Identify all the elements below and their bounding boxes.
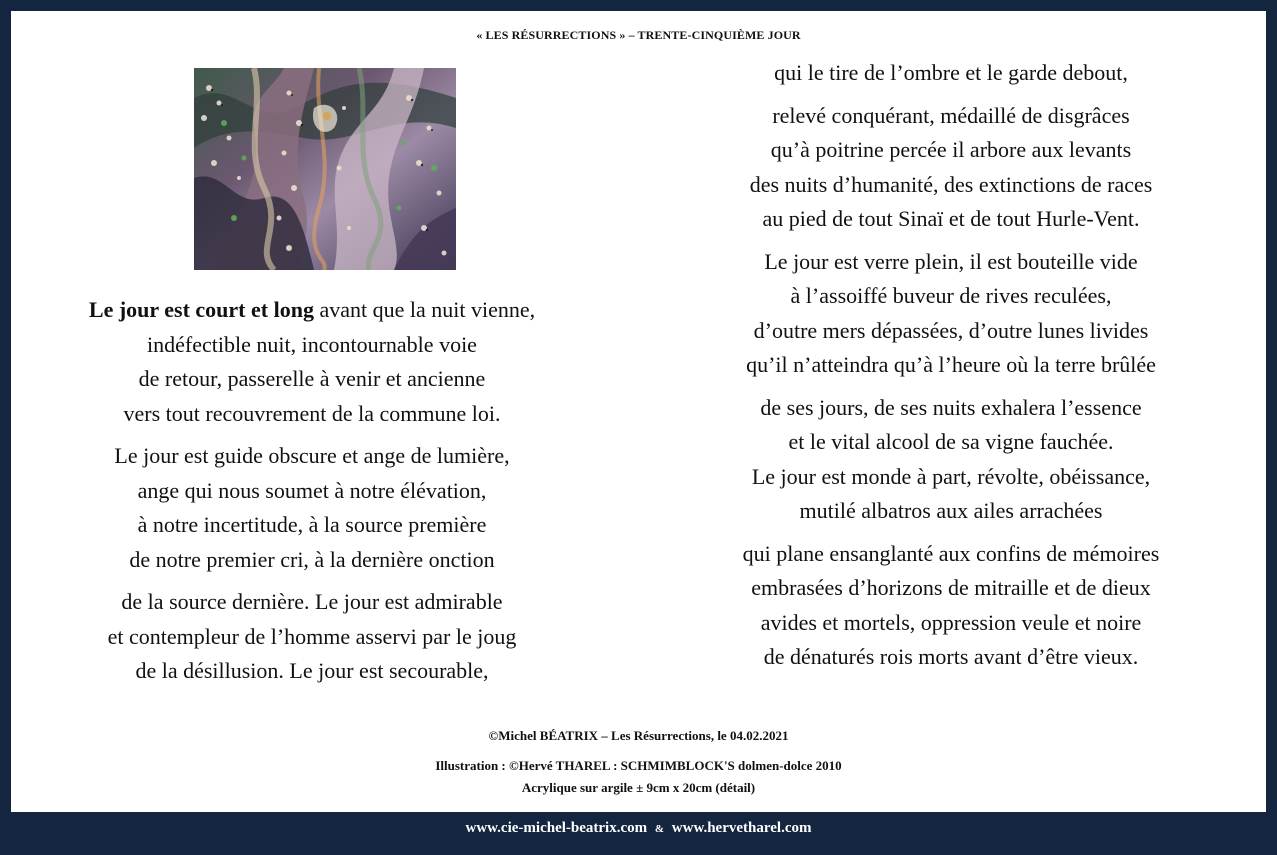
poem-line: et contempleur de l’homme asservi par le joug [107, 623, 517, 649]
poem-line: qu’il n’atteindra qu’à l’heure où la terre brûlée [746, 352, 1156, 377]
poem-line: indéfectible nuit, incontournable voie [147, 331, 477, 357]
poem-right-column [691, 56, 1211, 683]
poem-line: qu’à poitrine percée il arbore aux levants [770, 137, 1132, 162]
poem-line: au pied de tout Sinaï et de tout Hurle-Vent. [762, 206, 1140, 231]
poem-lead-phrase: Le jour est court et long [88, 297, 314, 322]
stanza [691, 245, 1211, 383]
poem-line [29, 293, 595, 328]
poem-line: de ses jours, de ses nuits exhalera l’essence [760, 394, 1142, 420]
poem-line: vers tout recouvrement de la commune loi. [123, 400, 501, 426]
medium-credit: Acrylique sur argile ± 9cm x 20cm (détail) [521, 780, 756, 795]
poem-line: qui le tire de l’ombre et le garde debout, [774, 60, 1128, 85]
poem-line: d’outre mers dépassées, d’outre lunes livides [753, 317, 1149, 343]
stanza [29, 293, 595, 431]
stanza [29, 439, 595, 577]
poem-line: mutilé albatros aux ailes arrachées [799, 498, 1103, 523]
poem-line: et le vital alcool de sa vigne fauchée. [788, 429, 1114, 454]
poem-line: de dénaturés rois morts avant d’être vieux. [763, 644, 1139, 669]
poem-line: de la désillusion. Le jour est secourable, [135, 658, 489, 683]
poem-line: ange qui nous soumet à notre élévation, [137, 477, 487, 503]
abstract-painting-image [194, 68, 456, 270]
website-link-michel-beatrix[interactable]: www.cie-michel-beatrix.com [465, 820, 648, 836]
poem-line: relevé conquérant, médaillé de disgrâces [772, 102, 1130, 128]
poem-line: avides et mortels, oppression veule et noire [760, 609, 1142, 635]
website-link-herve-tharel[interactable]: www.hervetharel.com [671, 820, 812, 836]
poem-line: de notre premier cri, à la dernière onction [129, 546, 495, 572]
stanza [691, 56, 1211, 91]
stanza [29, 585, 595, 689]
poem-line: embrasées d’horizons de mitraille et de dieux [751, 575, 1151, 600]
stanza [691, 537, 1211, 675]
footer-links [0, 820, 1277, 837]
stanza [691, 99, 1211, 237]
poem-sheet [11, 11, 1266, 812]
poem-line: Le jour est monde à part, révolte, obéissance, [751, 463, 1151, 489]
poem-line: à notre incertitude, à la source première [137, 512, 487, 537]
footer-separator: & [654, 823, 665, 835]
page-header: « LES RÉSURRECTIONS » – TRENTE-CINQUIÈME JOUR [476, 28, 801, 42]
poem-line: à l’assoiffé buveur de rives reculées, [790, 283, 1112, 308]
poem-line: Le jour est guide obscure et ange de lumière, [114, 443, 510, 468]
poem-left-column [29, 293, 595, 697]
illustration-image [194, 68, 456, 270]
stanza [691, 391, 1211, 529]
copyright-credit: ©Michel BÉATRIX – Les Résurrections, le 04.02.2021 [488, 728, 789, 743]
poem-line: de retour, passerelle à venir et ancienne [138, 366, 486, 391]
poem-line: de la source dernière. Le jour est admirable [121, 589, 503, 614]
poem-line: Le jour est verre plein, il est bouteille vide [764, 248, 1138, 274]
poem-line: des nuits d’humanité, des extinctions de races [749, 171, 1153, 197]
illustration-credit: Illustration : ©Hervé THAREL : SCHMIMBLOCK'S dolmen-dolce 2010 [435, 758, 842, 773]
poem-line: qui plane ensanglanté aux confins de mémoires [742, 540, 1160, 566]
poem-line-rest: avant que la nuit vienne, [313, 297, 536, 322]
